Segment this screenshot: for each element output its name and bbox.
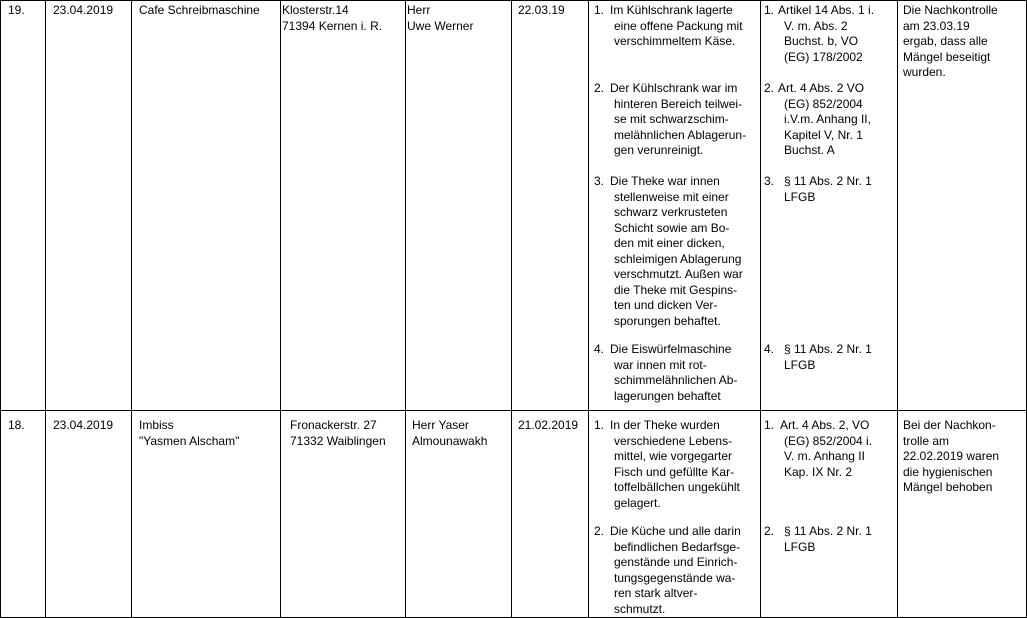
finding-text: ten und dicken Ver-: [614, 298, 718, 312]
table-border: [0, 0, 1, 618]
finding-text: lagerungen behaftet: [614, 388, 721, 403]
finding-text: befindlichen Bedarfsge-: [614, 539, 741, 554]
publication-date: 23.04.2019: [53, 418, 114, 432]
inspection-date: 21.02.2019: [518, 418, 579, 432]
item-number: 2.: [764, 524, 775, 538]
legal-basis-text: LFGB: [784, 189, 816, 204]
responsible-person: Uwe Werner: [407, 18, 474, 33]
remark-text: wurden.: [903, 65, 946, 79]
finding-text: den mit einer dicken,: [614, 236, 725, 250]
column-divider: [588, 0, 589, 618]
item-number: 3.: [764, 174, 775, 188]
finding-text: verschimmeltem Käse.: [614, 34, 736, 48]
item-number: 2.: [594, 81, 605, 95]
finding-text: In der Theke wurden: [610, 418, 720, 432]
finding-text: schwarz verkrusteten: [614, 205, 728, 219]
finding-text: eine offene Packung mit: [614, 18, 743, 33]
row-divider: [0, 410, 1027, 411]
legal-basis-text: LFGB: [784, 357, 816, 372]
legal-basis-text: § 11 Abs. 2 Nr. 1: [784, 174, 872, 188]
finding-text: Die Küche und alle darin: [610, 524, 741, 538]
remark-text: Die Nachkontrolle: [903, 3, 998, 17]
remark-text: am 23.03.19: [903, 18, 970, 33]
item-number: 1.: [764, 418, 775, 432]
table-border: [0, 0, 1027, 1]
finding-text: Schicht sowie am Bo-: [614, 220, 730, 235]
finding-text: genstände und Einrich-: [614, 555, 738, 569]
finding-text: tungsgegenstände wa-: [614, 570, 736, 585]
column-divider: [897, 0, 898, 618]
column-divider: [280, 0, 281, 618]
item-number: 3.: [594, 174, 605, 188]
legal-basis-text: Buchst. b, VO: [784, 34, 859, 48]
address-street: Klosterstr.14: [282, 3, 349, 17]
finding-text: verschiedene Lebens-: [614, 433, 733, 448]
item-number: 1.: [764, 3, 775, 17]
inspection-date: 22.03.19: [518, 3, 565, 17]
legal-basis-text: Art. 4 Abs. 2 VO: [778, 81, 865, 95]
responsible-person: Herr Yaser: [412, 418, 469, 432]
finding-text: mittel, wie vorgegarter: [614, 449, 733, 463]
item-number: 2.: [594, 524, 605, 538]
row-number: 18.: [8, 418, 25, 432]
column-divider: [45, 0, 46, 618]
legal-basis-text: § 11 Abs. 2 Nr. 1: [784, 342, 872, 356]
business-name: "Yasmen Alscham": [139, 433, 240, 448]
legal-basis-text: V. m. Anhang II: [784, 449, 865, 463]
address-street: Fronackerstr. 27: [290, 418, 377, 432]
finding-text: Der Kühlschrank war im: [610, 81, 738, 95]
finding-text: schimmelähnlichen Ab-: [614, 373, 738, 387]
finding-text: melähnlichen Ablagerun-: [614, 127, 747, 142]
legal-basis-text: Buchst. A: [784, 143, 835, 157]
finding-text: Im Kühlschrank lagerte: [610, 3, 733, 17]
finding-text: die Theke mit Gespins-: [614, 282, 738, 297]
legal-basis-text: Artikel 14 Abs. 1 i.: [778, 3, 875, 17]
legal-basis-text: Art. 4 Abs. 2, VO: [780, 418, 870, 432]
legal-basis-text: Kap. IX Nr. 2: [784, 464, 853, 479]
finding-text: gen verunreinigt.: [614, 143, 704, 157]
legal-basis-text: V. m. Abs. 2: [784, 18, 848, 33]
remark-text: die hygienischen: [903, 464, 993, 479]
publication-date: 23.04.2019: [53, 3, 114, 17]
legal-basis-text: LFGB: [784, 539, 816, 554]
responsible-person: Almounawakh: [412, 433, 488, 448]
column-divider: [511, 0, 512, 618]
legal-basis-text: i.V.m. Anhang II,: [784, 112, 871, 126]
finding-text: Fisch und gefüllte Kar-: [614, 464, 735, 479]
legal-basis-text: (EG) 178/2002: [784, 49, 863, 64]
column-divider: [405, 0, 406, 618]
finding-text: gelagert.: [614, 495, 661, 510]
item-number: 1.: [594, 418, 605, 432]
business-name: Imbiss: [139, 418, 174, 432]
remark-text: Bei der Nachkon-: [903, 418, 996, 432]
column-divider: [131, 0, 132, 618]
finding-text: verschmutzt. Außen war: [614, 267, 743, 281]
finding-text: Die Eiswürfelmaschine: [610, 342, 732, 356]
remark-text: ergab, dass alle: [903, 34, 988, 48]
finding-text: sporungen behaftet.: [614, 313, 721, 328]
responsible-person: Herr: [407, 3, 431, 17]
finding-text: toffelbällchen ungekühlt: [614, 480, 740, 494]
finding-text: stellenweise mit einer: [614, 189, 729, 204]
row-number: 19.: [8, 3, 25, 17]
remark-text: trolle am: [903, 433, 950, 448]
finding-text: ren stark altver-: [614, 586, 698, 600]
remark-text: 22.02.2019 waren: [903, 449, 1000, 463]
legal-basis-text: Kapitel V, Nr. 1: [784, 127, 863, 142]
finding-text: se mit schwarzschim-: [614, 112, 729, 126]
item-number: 4.: [764, 342, 775, 356]
address-city: 71394 Kernen i. R.: [282, 18, 383, 33]
finding-text: hinteren Bereich teilwei-: [614, 96, 743, 111]
address-city: 71332 Waiblingen: [290, 433, 386, 448]
finding-text: Die Theke war innen: [610, 174, 720, 188]
finding-text: schmutzt.: [614, 601, 666, 616]
remark-text: Mängel beseitigt: [903, 49, 991, 64]
legal-basis-text: § 11 Abs. 2 Nr. 1: [784, 524, 872, 538]
legal-basis-text: (EG) 852/2004 i.: [784, 433, 873, 448]
item-number: 2.: [764, 81, 775, 95]
business-name: Cafe Schreibmaschine: [139, 3, 260, 17]
column-divider: [760, 0, 761, 618]
finding-text: schleimigen Ablagerung: [614, 251, 742, 266]
item-number: 1.: [594, 3, 605, 17]
remark-text: Mängel behoben: [903, 480, 993, 494]
legal-basis-text: (EG) 852/2004: [784, 96, 863, 111]
finding-text: war innen mit rot-: [614, 357, 707, 372]
item-number: 4.: [594, 342, 605, 356]
